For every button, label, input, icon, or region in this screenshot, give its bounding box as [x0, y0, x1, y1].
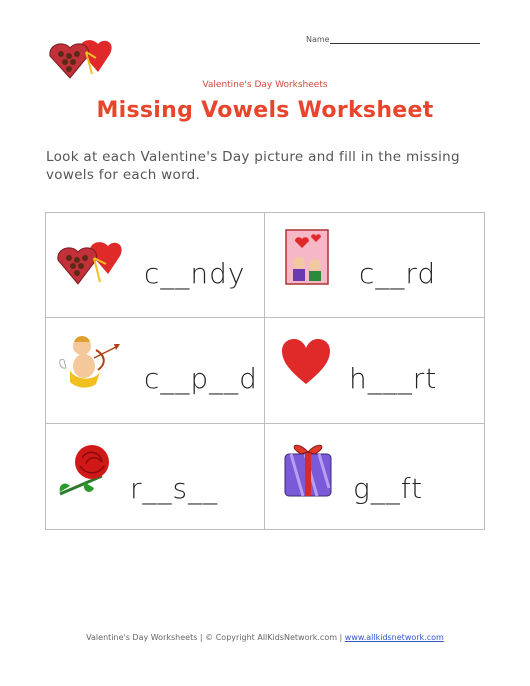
word-rose: r__s__	[130, 471, 219, 505]
word-candy: c__ndy	[144, 257, 246, 290]
instructions: Look at each Valentine's Day picture and fill in the missing vowels for each word.	[46, 149, 460, 183]
item-cell-heart	[265, 318, 484, 423]
word-cupid: c__p__d	[144, 362, 258, 396]
footer	[0, 633, 530, 642]
vowel-grid	[45, 212, 485, 530]
name-label: Name	[306, 35, 330, 44]
cupid-icon	[52, 330, 122, 400]
item-cell-gift	[265, 424, 484, 529]
rose-icon	[52, 436, 122, 506]
item-cell-candy	[46, 213, 265, 318]
page-title: Missing Vowels Worksheet	[96, 98, 434, 123]
item-cell-cupid	[46, 318, 265, 423]
word-gift: g__ft	[353, 471, 424, 505]
page-subtitle: Valentine's Day Worksheets	[202, 80, 328, 90]
item-cell-card	[265, 213, 484, 318]
heart-icon	[281, 338, 331, 386]
word-heart: h___rt	[349, 362, 438, 396]
footer-link[interactable]: www.allkidsnetwork.com	[344, 633, 444, 642]
gift-box-icon	[281, 438, 335, 500]
word-card: c__rd	[359, 257, 437, 290]
valentine-card-icon	[285, 229, 329, 285]
chocolate-heart-box-icon	[56, 231, 126, 301]
name-line[interactable]	[330, 43, 480, 44]
item-cell-rose	[46, 424, 265, 529]
footer-text: Valentine's Day Worksheets | © Copyright AllKidsNetwork.com |	[86, 633, 345, 642]
